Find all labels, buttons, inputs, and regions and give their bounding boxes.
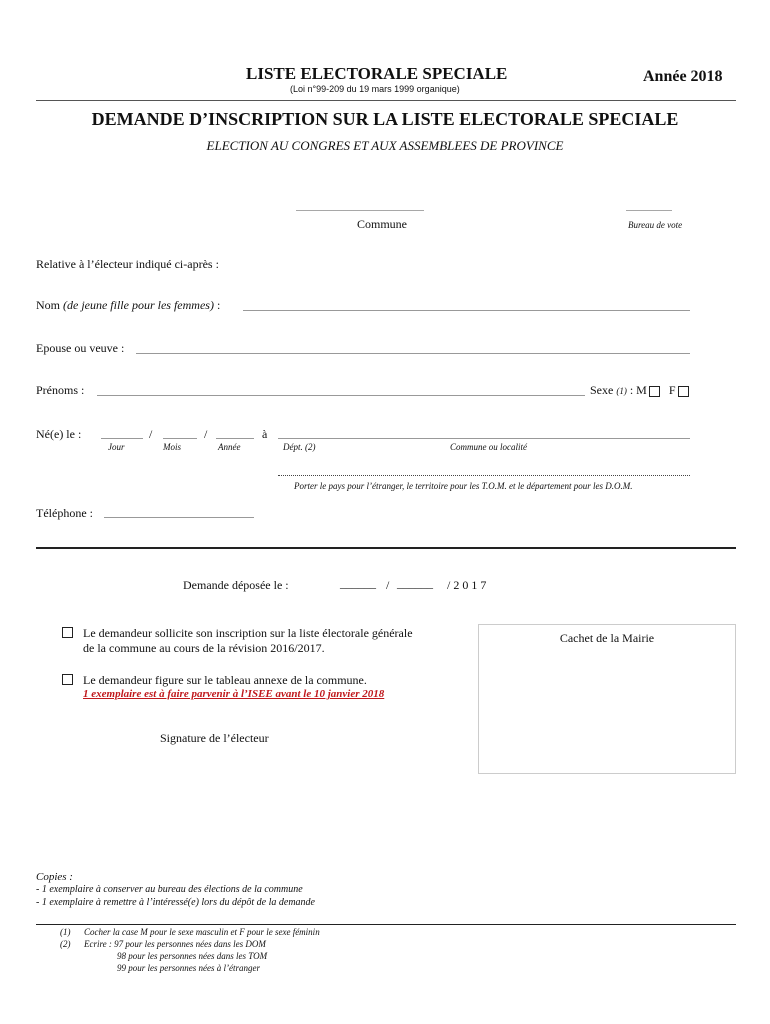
sexe-m-checkbox[interactable] xyxy=(649,386,660,397)
prenoms-label: Prénoms : xyxy=(36,383,85,397)
copies-title: Copies : xyxy=(36,871,73,883)
ne-label: Né(e) le : xyxy=(36,427,82,441)
nom-field[interactable] xyxy=(243,310,690,311)
annee-caption: Année xyxy=(218,442,241,452)
jour-field[interactable] xyxy=(101,438,143,439)
sexe-label: Sexe xyxy=(590,383,614,397)
prenoms-field[interactable] xyxy=(97,395,585,396)
sexe-f-label: F xyxy=(668,383,676,397)
signature-label: Signature de l’électeur xyxy=(160,731,269,745)
commune-localite-caption: Commune ou localité xyxy=(450,442,527,452)
country-field[interactable] xyxy=(278,475,690,476)
footnote-divider xyxy=(36,924,736,925)
option-2-checkbox[interactable] xyxy=(62,674,73,685)
porter-note: Porter le pays pour l’étranger, le territoire pour les T.O.M. et le département pour les D.O.M. xyxy=(294,481,633,491)
bureau-dots[interactable]: ....................... xyxy=(626,204,672,213)
birthplace-field[interactable] xyxy=(278,438,690,439)
footnote-2a: Ecrire : 97 pour les personnes nées dans les DOM xyxy=(84,939,266,949)
dept-caption: Dépt. (2) xyxy=(283,442,316,452)
annee-field[interactable] xyxy=(216,438,254,439)
sexe-group xyxy=(590,383,689,398)
nom-colon: : xyxy=(213,298,221,312)
commune-label: Commune xyxy=(357,217,407,231)
deposit-year: / 2 0 1 7 xyxy=(447,578,487,592)
deposit-month[interactable]: ______ xyxy=(397,576,433,590)
option-1-text xyxy=(83,626,413,656)
cachet-box xyxy=(478,624,736,774)
sexe-f-checkbox[interactable] xyxy=(678,386,689,397)
footnote-2b: 98 pour les personnes nées dans les TOM xyxy=(117,951,268,961)
copies-line-1: - 1 exemplaire à conserver au bureau des élections de la commune xyxy=(36,884,303,895)
deposit-label: Demande déposée le : xyxy=(183,578,289,592)
list-title: LISTE ELECTORALE SPECIALE xyxy=(246,64,508,83)
relative-label: Relative à l’électeur indiqué ci-après : xyxy=(36,257,219,271)
footnote-2c: 99 pour les personnes nées à l’étranger xyxy=(117,963,260,973)
option-2-text: Le demandeur figure sur le tableau annexe de la commune. xyxy=(83,673,367,687)
footnote-1-num: (1) xyxy=(60,927,71,937)
a-label: à xyxy=(262,427,268,441)
copies-line-2: - 1 exemplaire à remettre à l’intéressé(e) lors du dépôt de la demande xyxy=(36,897,315,908)
deposit-slash: / xyxy=(386,578,390,592)
cachet-label: Cachet de la Mairie xyxy=(559,631,655,645)
epouse-field[interactable] xyxy=(136,353,690,354)
jour-caption: Jour xyxy=(108,442,125,452)
footnote-1: Cocher la case M pour le sexe masculin et F pour le sexe féminin xyxy=(84,927,320,937)
option-1-line-1: Le demandeur sollicite son inscription sur la liste électorale générale xyxy=(83,626,413,640)
header-divider xyxy=(36,100,736,101)
slash-2: / xyxy=(204,427,208,441)
nom-label xyxy=(36,298,220,313)
epouse-label: Epouse ou veuve : xyxy=(36,341,125,355)
nom-text: Nom xyxy=(36,298,60,312)
mois-field[interactable] xyxy=(163,438,197,439)
year-label: Année 2018 xyxy=(643,68,723,85)
sexe-m-label: : M xyxy=(629,383,647,397)
mois-caption: Mois xyxy=(163,442,181,452)
sexe-note: (1) xyxy=(616,386,627,396)
law-reference: (Loi n°99-209 du 19 mars 1999 organique) xyxy=(290,84,460,94)
telephone-field[interactable] xyxy=(104,517,254,518)
form-heading: DEMANDE D’INSCRIPTION SUR LA LISTE ELECTORALE SPECIALE xyxy=(91,109,679,129)
commune-dots[interactable]: ................................................................ xyxy=(296,204,424,213)
section-divider xyxy=(36,547,736,549)
option-1-checkbox[interactable] xyxy=(62,627,73,638)
option-2-warning: 1 exemplaire est à faire parvenir à l’ISEE avant le 10 janvier 2018 xyxy=(83,688,385,700)
slash-1: / xyxy=(149,427,153,441)
bureau-label: Bureau de vote xyxy=(628,220,683,230)
footnote-2-num: (2) xyxy=(60,939,71,949)
nom-hint: (de jeune fille pour les femmes) xyxy=(63,298,214,312)
deposit-day[interactable]: ______ xyxy=(340,576,376,590)
option-1-line-2: de la commune au cours de la révision 2016/2017. xyxy=(83,641,325,655)
form-subheading: ELECTION AU CONGRES ET AUX ASSEMBLEES DE PROVINCE xyxy=(206,138,564,153)
telephone-label: Téléphone : xyxy=(36,506,93,520)
